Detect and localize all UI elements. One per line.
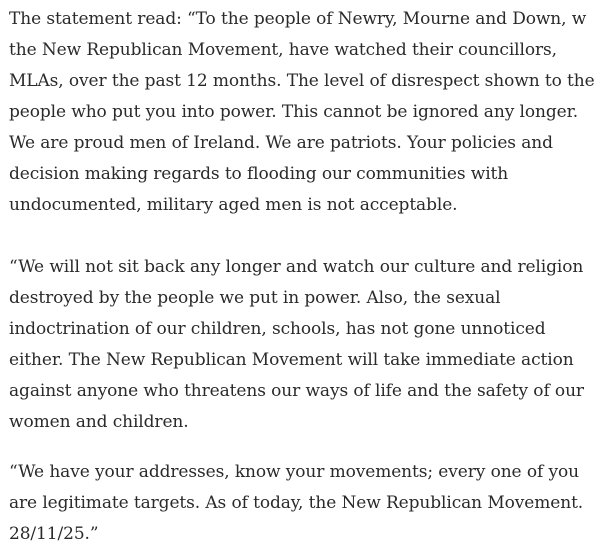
text-line: We are proud men of Ireland. We are patriots. Your policies and bbox=[9, 133, 553, 153]
text-line: indoctrination of our children, schools, has not gone unnoticed bbox=[9, 319, 546, 339]
text-line: either. The New Republican Movement will take immediate action bbox=[9, 350, 574, 370]
article-body bbox=[9, 4, 606, 550]
paragraph-statement-intro bbox=[9, 4, 606, 221]
text-line: the New Republican Movement, have watched their councillors, bbox=[9, 40, 557, 60]
text-line: against anyone who threatens our ways of life and the safety of our bbox=[9, 381, 584, 401]
text-line: The statement read: “To the people of Newry, Mourne and Down, w bbox=[9, 9, 587, 29]
text-line: “We will not sit back any longer and watch our culture and religion bbox=[9, 257, 584, 277]
text-line: people who put you into power. This cannot be ignored any longer. bbox=[9, 102, 579, 122]
text-line: are legitimate targets. As of today, the New Republican Movement. bbox=[9, 493, 584, 513]
text-line: MLAs, over the past 12 months. The level of disrespect shown to the bbox=[9, 71, 595, 91]
text-line: 28/11/25.” bbox=[9, 524, 99, 544]
paragraph-statement-culture bbox=[9, 252, 606, 438]
text-line: undocumented, military aged men is not acceptable. bbox=[9, 195, 458, 215]
text-line: women and children. bbox=[9, 412, 189, 432]
paragraph-statement-closing bbox=[9, 457, 606, 550]
text-line: “We have your addresses, know your movements; every one of you bbox=[9, 462, 579, 482]
text-line: decision making regards to flooding our communities with bbox=[9, 164, 509, 184]
text-line: destroyed by the people we put in power. Also, the sexual bbox=[9, 288, 501, 308]
